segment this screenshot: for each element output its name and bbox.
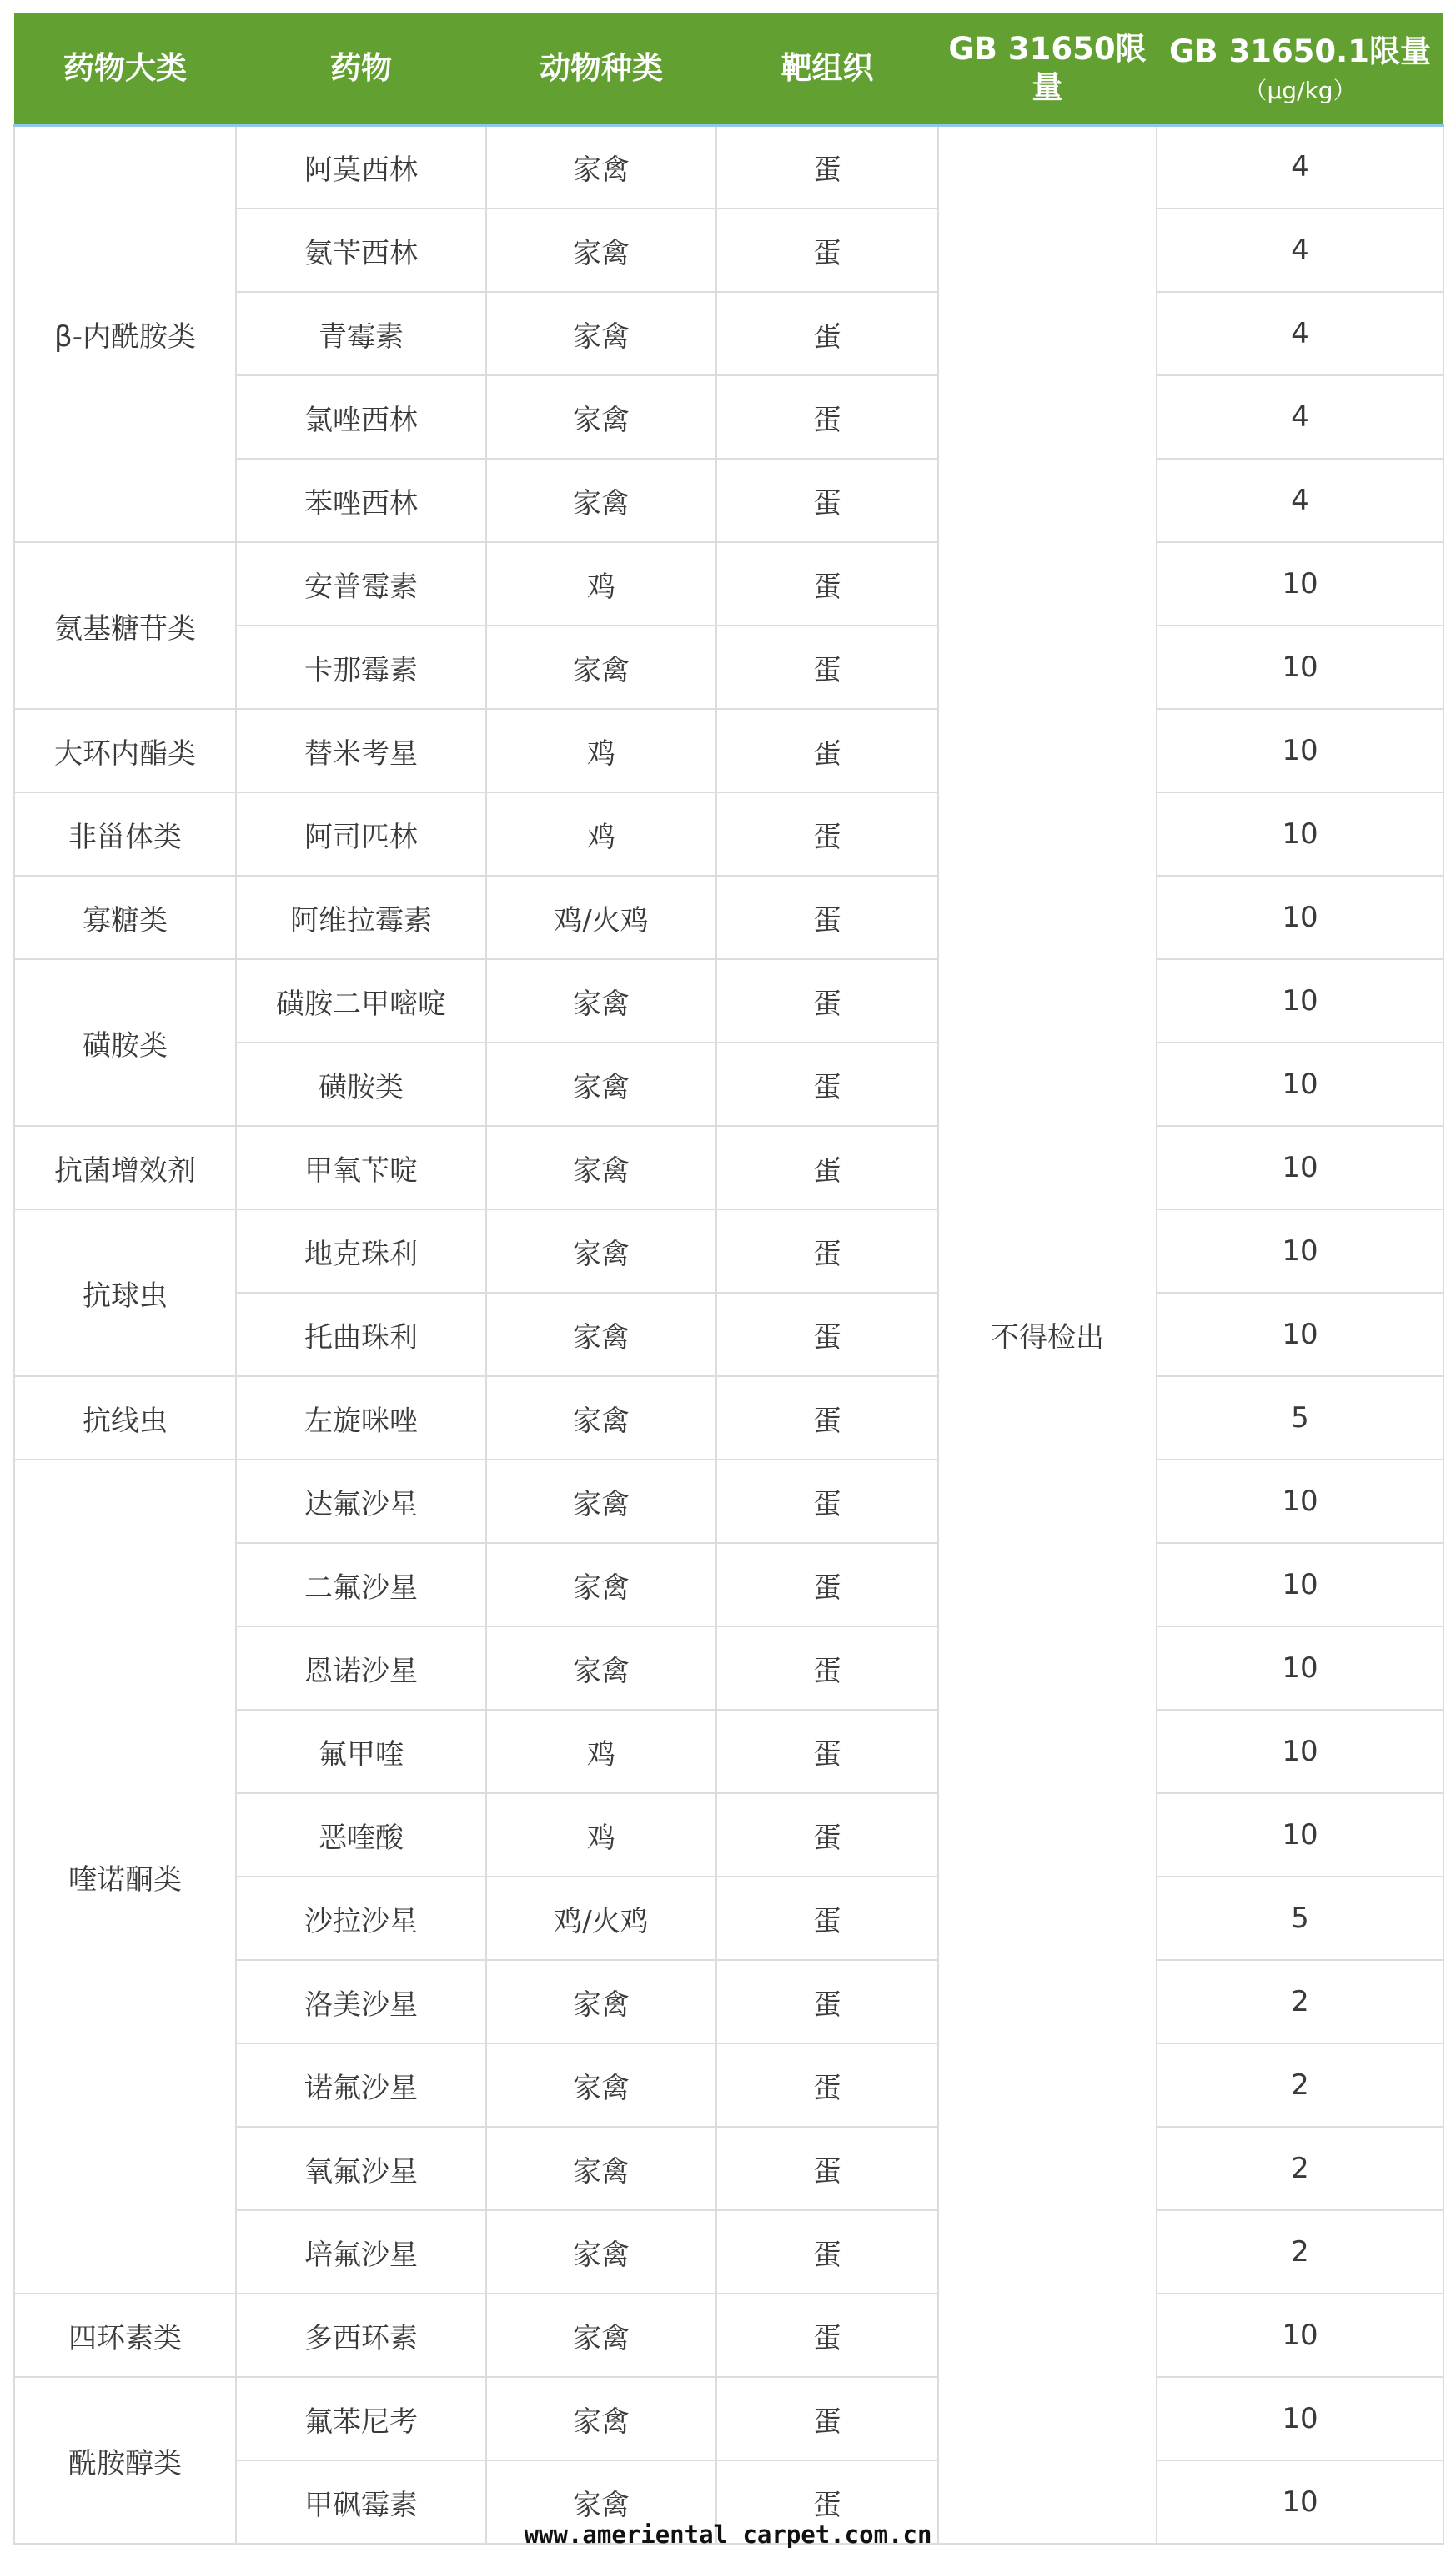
drug-cell: 磺胺二甲嘧啶 [236, 959, 486, 1043]
drug-cell: 培氟沙星 [236, 2210, 486, 2294]
gb31650-1-limit-cell: 2 [1157, 1960, 1443, 2043]
table-row [14, 2377, 1443, 2460]
header-gb31650: GB 31650限量 [938, 13, 1157, 125]
species-cell: 家禽 [486, 2127, 716, 2210]
category-cell: 喹诺酮类 [14, 1460, 236, 2294]
gb31650-limit-cell: 不得检出 [938, 125, 1157, 2544]
gb31650-1-limit-cell: 4 [1157, 292, 1443, 375]
gb31650-1-limit-cell: 10 [1157, 1710, 1443, 1793]
category-cell: 非甾体类 [14, 792, 236, 876]
tissue-cell: 蛋 [716, 125, 938, 209]
gb31650-1-limit-cell: 10 [1157, 542, 1443, 626]
tissue-cell: 蛋 [716, 876, 938, 959]
tissue-cell: 蛋 [716, 1209, 938, 1293]
category-cell: 抗菌增效剂 [14, 1126, 236, 1209]
gb31650-1-limit-cell: 10 [1157, 2460, 1443, 2544]
gb31650-1-limit-cell: 10 [1157, 1209, 1443, 1293]
tissue-cell: 蛋 [716, 209, 938, 292]
species-cell: 家禽 [486, 2043, 716, 2127]
gb31650-1-limit-cell: 4 [1157, 375, 1443, 459]
species-cell: 家禽 [486, 459, 716, 542]
drug-cell: 诺氟沙星 [236, 2043, 486, 2127]
drug-cell: 替米考星 [236, 709, 486, 792]
drug-cell: 沙拉沙星 [236, 1877, 486, 1960]
gb31650-1-limit-cell: 5 [1157, 1376, 1443, 1460]
header-unit: （μg/kg） [1243, 76, 1357, 104]
residue-limit-table-container [13, 13, 1443, 2545]
species-cell: 鸡 [486, 709, 716, 792]
gb31650-1-limit-cell: 4 [1157, 459, 1443, 542]
tissue-cell: 蛋 [716, 1960, 938, 2043]
gb31650-1-limit-cell: 10 [1157, 2294, 1443, 2377]
species-cell: 家禽 [486, 209, 716, 292]
header-gb31650-1-label: GB 31650.1限量 [1169, 33, 1431, 69]
gb31650-1-limit-cell: 10 [1157, 2377, 1443, 2460]
drug-cell: 阿莫西林 [236, 125, 486, 209]
drug-cell: 洛美沙星 [236, 1960, 486, 2043]
tissue-cell: 蛋 [716, 1877, 938, 1960]
drug-cell: 青霉素 [236, 292, 486, 375]
species-cell: 家禽 [486, 2377, 716, 2460]
drug-cell: 阿司匹林 [236, 792, 486, 876]
drug-cell: 氟甲喹 [236, 1710, 486, 1793]
species-cell: 鸡 [486, 542, 716, 626]
species-cell: 家禽 [486, 1960, 716, 2043]
gb31650-1-limit-cell: 10 [1157, 1043, 1443, 1126]
gb31650-1-limit-cell: 4 [1157, 125, 1443, 209]
gb31650-1-limit-cell: 10 [1157, 709, 1443, 792]
drug-cell: 多西环素 [236, 2294, 486, 2377]
tissue-cell: 蛋 [716, 1043, 938, 1126]
tissue-cell: 蛋 [716, 542, 938, 626]
tissue-cell: 蛋 [716, 1710, 938, 1793]
table-row [14, 2294, 1443, 2377]
table-header [14, 13, 1443, 125]
species-cell: 家禽 [486, 125, 716, 209]
species-cell: 家禽 [486, 959, 716, 1043]
table-row [14, 792, 1443, 876]
species-cell: 家禽 [486, 1543, 716, 1626]
tissue-cell: 蛋 [716, 2127, 938, 2210]
category-cell: 氨基糖苷类 [14, 542, 236, 709]
species-cell: 家禽 [486, 1043, 716, 1126]
species-cell: 家禽 [486, 1460, 716, 1543]
tissue-cell: 蛋 [716, 1460, 938, 1543]
species-cell: 家禽 [486, 2210, 716, 2294]
tissue-cell: 蛋 [716, 2294, 938, 2377]
gb31650-1-limit-cell: 2 [1157, 2043, 1443, 2127]
table-row [14, 1209, 1443, 1293]
drug-cell: 安普霉素 [236, 542, 486, 626]
table-row [14, 542, 1443, 626]
gb31650-1-limit-cell: 10 [1157, 1793, 1443, 1877]
header-tissue: 靶组织 [716, 13, 938, 125]
tissue-cell: 蛋 [716, 1126, 938, 1209]
tissue-cell: 蛋 [716, 1376, 938, 1460]
species-cell: 家禽 [486, 2294, 716, 2377]
gb31650-1-limit-cell: 5 [1157, 1877, 1443, 1960]
tissue-cell: 蛋 [716, 2460, 938, 2544]
species-cell: 鸡 [486, 792, 716, 876]
drug-cell: 恶喹酸 [236, 1793, 486, 1877]
table-body [14, 125, 1443, 2544]
residue-limit-table [13, 13, 1444, 2545]
category-cell: 抗线虫 [14, 1376, 236, 1460]
tissue-cell: 蛋 [716, 1293, 938, 1376]
tissue-cell: 蛋 [716, 792, 938, 876]
drug-cell: 甲氧苄啶 [236, 1126, 486, 1209]
drug-cell: 苯唑西林 [236, 459, 486, 542]
species-cell: 鸡 [486, 1710, 716, 1793]
header-row [14, 13, 1443, 125]
drug-cell: 托曲珠利 [236, 1293, 486, 1376]
table-row [14, 709, 1443, 792]
table-row [14, 1460, 1443, 1543]
species-cell: 家禽 [486, 1626, 716, 1710]
drug-cell: 氟苯尼考 [236, 2377, 486, 2460]
category-cell: 磺胺类 [14, 959, 236, 1126]
site-watermark: www.ameriental carpet.com.cn [524, 2520, 932, 2549]
gb31650-1-limit-cell: 2 [1157, 2127, 1443, 2210]
drug-cell: 恩诺沙星 [236, 1626, 486, 1710]
drug-cell: 二氟沙星 [236, 1543, 486, 1626]
gb31650-1-limit-cell: 10 [1157, 1126, 1443, 1209]
gb31650-1-limit-cell: 10 [1157, 1460, 1443, 1543]
gb31650-1-limit-cell: 10 [1157, 876, 1443, 959]
tissue-cell: 蛋 [716, 459, 938, 542]
table-row [14, 1376, 1443, 1460]
drug-cell: 氯唑西林 [236, 375, 486, 459]
header-gb31650-1 [1157, 13, 1443, 125]
table-row [14, 876, 1443, 959]
tissue-cell: 蛋 [716, 1793, 938, 1877]
table-row [14, 959, 1443, 1043]
gb31650-1-limit-cell: 10 [1157, 1626, 1443, 1710]
drug-cell: 氨苄西林 [236, 209, 486, 292]
drug-cell: 卡那霉素 [236, 626, 486, 709]
gb31650-1-limit-cell: 2 [1157, 2210, 1443, 2294]
tissue-cell: 蛋 [716, 959, 938, 1043]
species-cell: 家禽 [486, 375, 716, 459]
species-cell: 鸡/火鸡 [486, 876, 716, 959]
tissue-cell: 蛋 [716, 709, 938, 792]
species-cell: 家禽 [486, 2460, 716, 2544]
tissue-cell: 蛋 [716, 2210, 938, 2294]
tissue-cell: 蛋 [716, 2043, 938, 2127]
header-species: 动物种类 [486, 13, 716, 125]
drug-cell: 阿维拉霉素 [236, 876, 486, 959]
species-cell: 家禽 [486, 626, 716, 709]
drug-cell: 磺胺类 [236, 1043, 486, 1126]
drug-cell: 左旋咪唑 [236, 1376, 486, 1460]
tissue-cell: 蛋 [716, 375, 938, 459]
species-cell: 家禽 [486, 1376, 716, 1460]
gb31650-1-limit-cell: 10 [1157, 626, 1443, 709]
gb31650-1-limit-cell: 10 [1157, 959, 1443, 1043]
species-cell: 家禽 [486, 292, 716, 375]
tissue-cell: 蛋 [716, 1543, 938, 1626]
species-cell: 鸡/火鸡 [486, 1877, 716, 1960]
gb31650-1-limit-cell: 10 [1157, 1543, 1443, 1626]
drug-cell: 地克珠利 [236, 1209, 486, 1293]
category-cell: 抗球虫 [14, 1209, 236, 1376]
drug-cell: 甲砜霉素 [236, 2460, 486, 2544]
header-category: 药物大类 [14, 13, 236, 125]
tissue-cell: 蛋 [716, 1626, 938, 1710]
category-cell: 四环素类 [14, 2294, 236, 2377]
category-cell: 酰胺醇类 [14, 2377, 236, 2544]
gb31650-1-limit-cell: 4 [1157, 209, 1443, 292]
gb31650-1-limit-cell: 10 [1157, 792, 1443, 876]
species-cell: 家禽 [486, 1293, 716, 1376]
tissue-cell: 蛋 [716, 292, 938, 375]
species-cell: 家禽 [486, 1126, 716, 1209]
header-drug: 药物 [236, 13, 486, 125]
species-cell: 家禽 [486, 1209, 716, 1293]
table-row [14, 1126, 1443, 1209]
tissue-cell: 蛋 [716, 626, 938, 709]
drug-cell: 达氟沙星 [236, 1460, 486, 1543]
category-cell: 大环内酯类 [14, 709, 236, 792]
gb31650-1-limit-cell: 10 [1157, 1293, 1443, 1376]
table-row [14, 125, 1443, 209]
category-cell: 寡糖类 [14, 876, 236, 959]
drug-cell: 氧氟沙星 [236, 2127, 486, 2210]
species-cell: 鸡 [486, 1793, 716, 1877]
category-cell: β-内酰胺类 [14, 125, 236, 542]
tissue-cell: 蛋 [716, 2377, 938, 2460]
